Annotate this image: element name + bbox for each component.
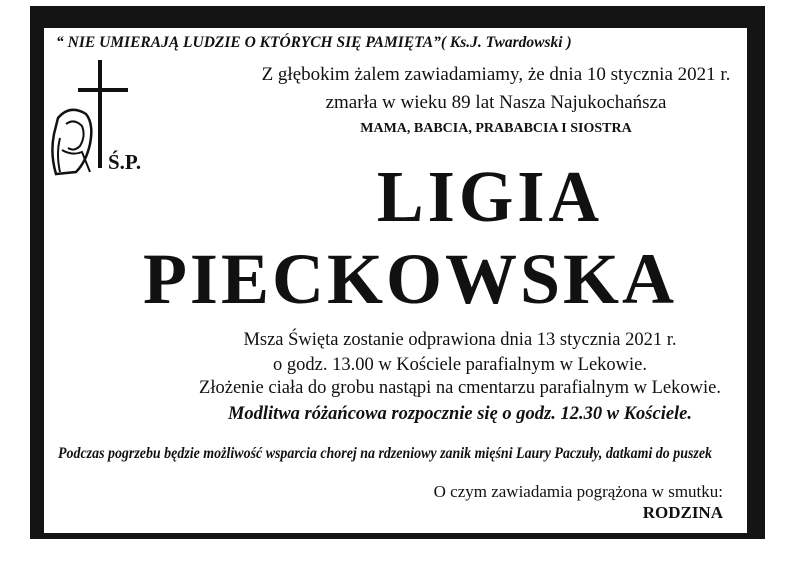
quote-line: “ NIE UMIERAJĄ LUDZIE O KTÓRYCH SIĘ PAMIĘTA”( Ks.J. Twardowski ) bbox=[56, 34, 572, 51]
relationship-line: MAMA, BABCIA, PRABABCIA I SIOSTRA bbox=[360, 121, 632, 136]
deceased-first-name: LIGIA bbox=[376, 157, 604, 238]
mass-line-2: o godz. 13.00 w Kościele parafialnym w Lekowie. bbox=[272, 355, 647, 375]
closing-line: O czym zawiadamia pogrążona w smutku: bbox=[433, 482, 723, 501]
printer-footer: DRUK: Z.U.P. "HADES" R.Żurawski tel. 023 672 14 88, 662 198 820 bbox=[50, 544, 438, 559]
announcement-line-2: zmarła w wieku 89 lat Nasza Najukochańsza bbox=[325, 92, 667, 113]
support-note: Podczas pogrzebu będzie możliwość wsparcia chorej na rdzeniowy zanik mięśni Laury Paczuły, datkami do puszek bbox=[58, 445, 713, 462]
rosary-line: Modlitwa różańcowa rozpocznie się o godz. 12.30 w Kościele. bbox=[227, 404, 693, 424]
family-signature: RODZINA bbox=[642, 503, 723, 522]
mass-line-1: Msza Święta zostanie odprawiona dnia 13 stycznia 2021 r. bbox=[243, 330, 677, 350]
announcement-line-1: Z głębokim żalem zawiadamiamy, że dnia 10 stycznia 2021 r. bbox=[261, 64, 731, 85]
burial-line: Złożenie ciała do grobu nastąpi na cmentarzu parafialnym w Lekowie. bbox=[199, 378, 721, 398]
deceased-last-name: PIECKOWSKA bbox=[142, 239, 678, 319]
sp-label: Ś.P. bbox=[108, 150, 142, 174]
